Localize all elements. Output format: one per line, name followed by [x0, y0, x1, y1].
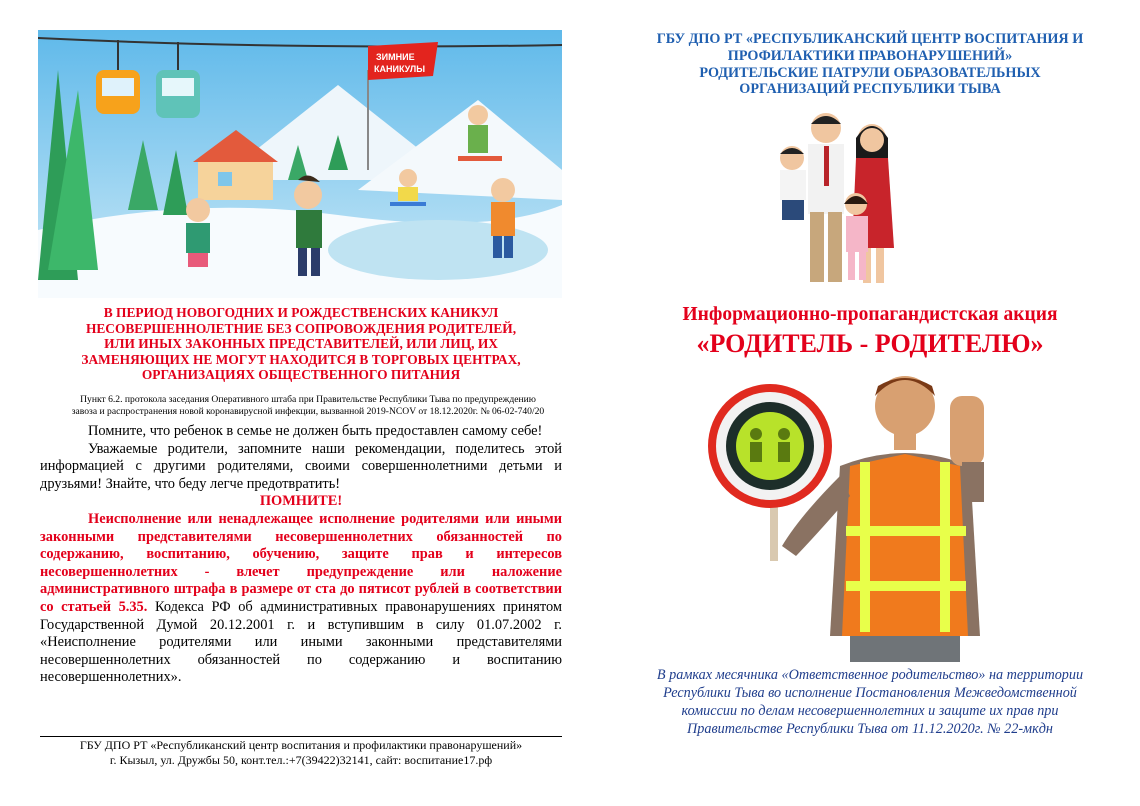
- winter-holiday-illustration: [38, 30, 562, 298]
- org-line: ГБУ ДПО РТ «РЕСПУБЛИКАНСКИЙ ЦЕНТР ВОСПИТАНИЯ И: [656, 31, 1084, 47]
- remember-heading: ПОМНИТЕ!: [259, 493, 343, 510]
- warning-line: ИЛИ ИНЫХ ЗАКОННЫХ ПРЕДСТАВИТЕЛЕЙ, ИЛИ ЛИЦ, ИХ: [104, 336, 498, 352]
- traffic-officer-illustration: [700, 366, 1000, 662]
- org-line: ПРОФИЛАКТИКИ ПРАВОНАРУШЕНИЙ»: [727, 47, 1013, 64]
- footer-divider: [40, 736, 562, 737]
- svg-text:ЗИМНИЕ: ЗИМНИЕ: [376, 52, 415, 62]
- description-line: Республики Тыва во исполнение Постановления Межведомственной: [663, 685, 1077, 701]
- footer-contacts: [40, 738, 562, 768]
- paragraph-reminder: Помните, что ребенок в семье не должен быть предоставлен самому себе!: [88, 423, 543, 439]
- recommendations-text: [40, 423, 562, 687]
- footer-line: ГБУ ДПО РТ «Республиканский центр воспитания и профилактики правонарушений»: [79, 738, 523, 752]
- kid-left: [186, 198, 210, 267]
- family-illustration: [768, 108, 908, 293]
- description-line: Правительстве Республики Тыва от 11.12.2020г. № 22-мкдн: [687, 721, 1053, 737]
- warning-line: ЗАМЕНЯЮЩИХ НЕ МОГУТ НАХОДИТСЯ В ТОРГОВЫХ ЦЕНТРАХ,: [81, 351, 521, 367]
- svg-text:КАНИКУЛЫ: КАНИКУЛЫ: [374, 64, 426, 74]
- holiday-warning: [40, 305, 562, 383]
- action-title: [600, 303, 1140, 361]
- description-line: В рамках месячника «Ответственное родительство» на территории: [656, 667, 1084, 683]
- footer-line: г. Кызыл, ул. Дружбы 50, конт.тел.:+7(39422)32141, сайт: воспитание17.рф: [109, 753, 493, 767]
- action-subtitle: Информационно-пропагандистская акция: [682, 304, 1058, 325]
- liability-law-text: Кодекса РФ об административных правонарушениях принятом Государственной Думой 20.12.2001 г. и вступившим в силу 01.07.2002 г. «Неисполнение родителями или иными законными представителями несовершеннолетних обязанностей по содержанию и воспитанию несовершеннолетних».: [40, 598, 562, 686]
- reference-line: завоза и распространения новой коронавирусной инфекции, вызванной 2019-NCOV от 18.12.2020г. № 06-02-740/20: [71, 406, 545, 418]
- action-name: «РОДИТЕЛЬ - РОДИТЕЛЮ»: [696, 329, 1044, 358]
- org-line: РОДИТЕЛЬСКИЕ ПАТРУЛИ ОБРАЗОВАТЕЛЬНЫХ: [699, 64, 1041, 81]
- organization-header: [600, 31, 1140, 98]
- warning-line: В ПЕРИОД НОВОГОДНИХ И РОЖДЕСТВЕНСКИХ КАНИКУЛ: [103, 305, 499, 320]
- description-line: комиссии по делам несовершеннолетних и защите их прав при: [681, 703, 1059, 719]
- org-line: ОРГАНИЗАЦИЙ РЕСПУБЛИКИ ТЫВА: [739, 81, 1001, 98]
- protocol-reference: [58, 394, 558, 419]
- reference-line: Пункт 6.2. протокола заседания Оперативного штаба при Правительстве Республики Тыва по предупреждению: [80, 394, 536, 405]
- warning-line: ОРГАНИЗАЦИЯХ ОБЩЕСТВЕННОГО ПИТАНИЯ: [141, 367, 461, 383]
- paragraph-liability: [40, 511, 562, 687]
- liability-red-text: Неисполнение или ненадлежащее исполнение родителями или иными законными представителями несовершеннолетних обязанностей по содержанию, воспитанию, обучению, защите прав и интересов несовершеннолетних - влечет предупреждение или наложение административного штрафа в размере от ста до пятисот рублей в соответствии со статьей 5.35.: [40, 510, 562, 615]
- campaign-description: [600, 666, 1140, 738]
- warning-line: НЕСОВЕРШЕННОЛЕТНИЕ БЕЗ СОПРОВОЖДЕНИЯ РОДИТЕЛЕЙ,: [85, 320, 517, 336]
- paragraph-appeal: Уважаемые родители, запомните наши рекомендации, поделитесь этой информацией с другими родителями, своими совершеннолетними детьми и друзьями! Знайте, что беду легче предотвратить!: [40, 440, 562, 492]
